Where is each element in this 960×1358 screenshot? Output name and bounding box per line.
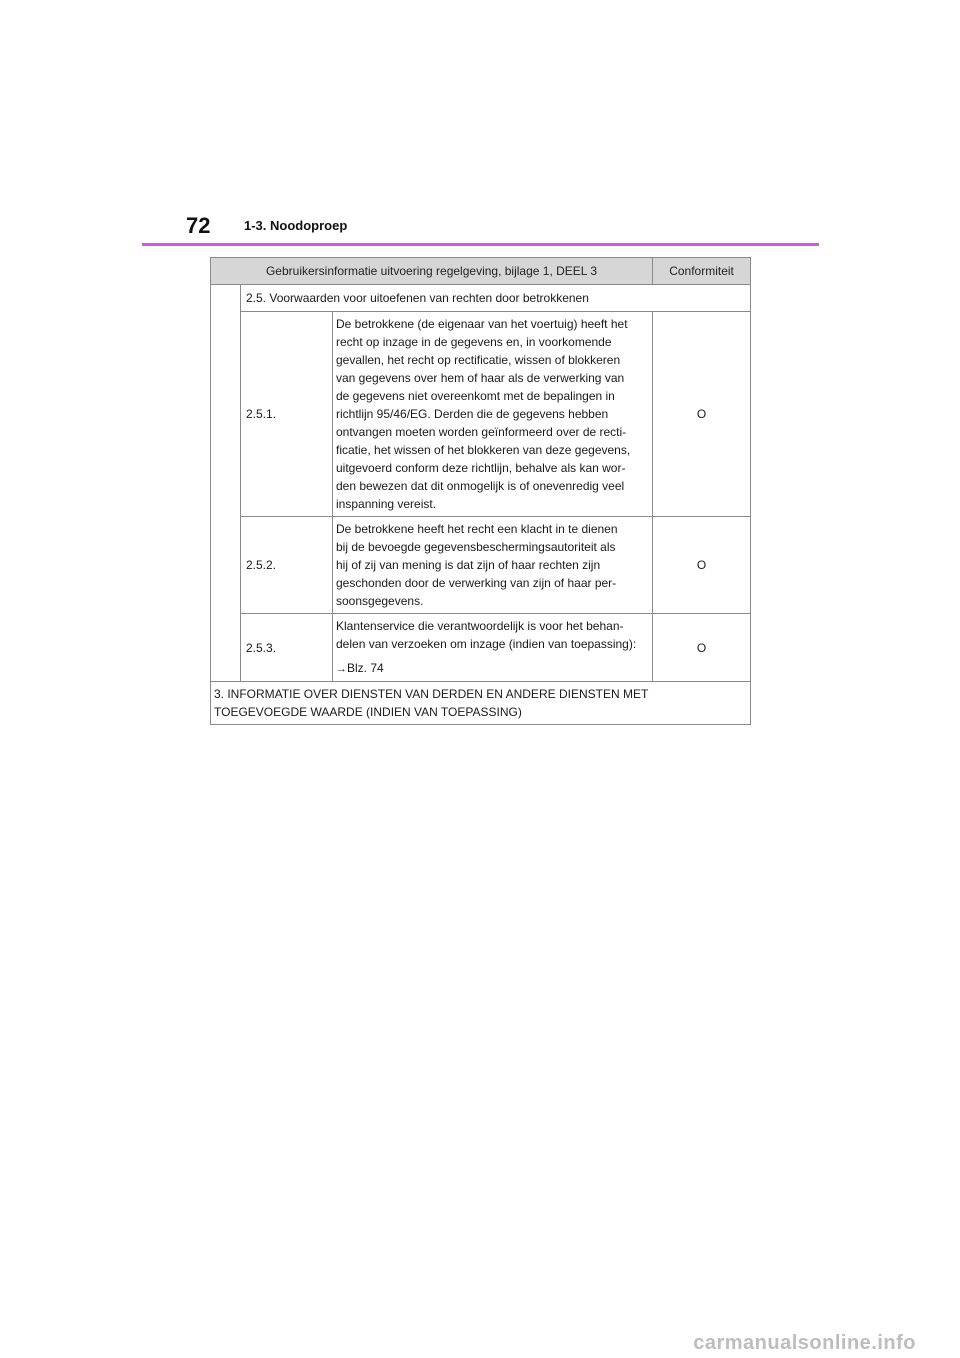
watermark: carmanualsonline.info — [693, 1332, 916, 1354]
text-line: richtlijn 95/46/EG. Derden die de gegevens hebben — [336, 407, 609, 421]
text-line: delen van verzoeken om inzage (indien van toepassing): — [336, 637, 637, 651]
text-line: uitgevoerd conform deze richtlijn, behalve als kan wor- — [336, 461, 626, 475]
row-conformity: O — [653, 614, 751, 682]
table-header-row — [211, 258, 751, 285]
text-line: van gegevens over hem of haar als de verwerking van — [336, 371, 625, 385]
text-line: de gegevens niet overeenkomt met de bepalingen in — [336, 389, 615, 403]
section-row — [211, 285, 751, 312]
row-description — [333, 517, 653, 614]
text-line: soonsgegevens. — [336, 594, 424, 608]
table-row — [211, 614, 751, 682]
section-title: 1-3. Noodoproep — [244, 218, 348, 233]
text-line: bij de bevoegde gegevensbeschermingsautoriteit als — [336, 540, 616, 554]
text-line: hij of zij van mening is dat zijn of haar rechten zijn — [336, 558, 601, 572]
table-row — [211, 312, 751, 517]
row-number: 2.5.3. — [241, 614, 333, 682]
footer-heading — [211, 682, 751, 725]
text-line: recht op inzage in de gegevens en, in voorkomende — [336, 335, 612, 349]
text-line: ficatie, het wissen of het blokkeren van deze gegevens, — [336, 443, 631, 457]
indent-cell — [211, 285, 241, 682]
text-line: den bewezen dat dit onmogelijk is of onevenredig veel — [336, 479, 625, 493]
row-conformity: O — [653, 312, 751, 517]
row-conformity: O — [653, 517, 751, 614]
text-line: ontvangen moeten worden geïnformeerd over de recti- — [336, 425, 627, 439]
text-line: inspanning vereist. — [336, 497, 437, 511]
row-description — [333, 614, 653, 682]
column-header-conformity: Conformiteit — [653, 258, 751, 285]
row-description — [333, 312, 653, 517]
header-divider — [142, 243, 819, 246]
conformity-table — [210, 257, 751, 725]
text-line: geschonden door de verwerking van zijn of haar per- — [336, 576, 617, 590]
footer-row — [211, 682, 751, 725]
text-line: TOEGEVOEGDE WAARDE (INDIEN VAN TOEPASSING) — [214, 705, 522, 719]
arrow-right-icon: → — [336, 663, 347, 675]
page-number: 72 — [186, 213, 211, 238]
text-line: 3. INFORMATIE OVER DIENSTEN VAN DERDEN EN ANDERE DIENSTEN MET — [214, 687, 649, 701]
text-line: gevallen, het recht op rectificatie, wissen of blokkeren — [336, 353, 621, 367]
text-line: De betrokkene (de eigenaar van het voertuig) heeft het — [336, 317, 628, 331]
column-header-info: Gebruikersinformatie uitvoering regelgeving, bijlage 1, DEEL 3 — [211, 258, 653, 285]
page-reference[interactable] — [336, 659, 649, 678]
table-row — [211, 517, 751, 614]
section-heading: 2.5. Voorwaarden voor uitoefenen van rechten door betrokkenen — [241, 285, 751, 312]
row-number: 2.5.1. — [241, 312, 333, 517]
page-reference-text: Blz. 74 — [347, 661, 384, 675]
row-number: 2.5.2. — [241, 517, 333, 614]
text-line: Klantenservice die verantwoordelijk is voor het behan- — [336, 619, 624, 633]
text-line: De betrokkene heeft het recht een klacht in te dienen — [336, 522, 618, 536]
